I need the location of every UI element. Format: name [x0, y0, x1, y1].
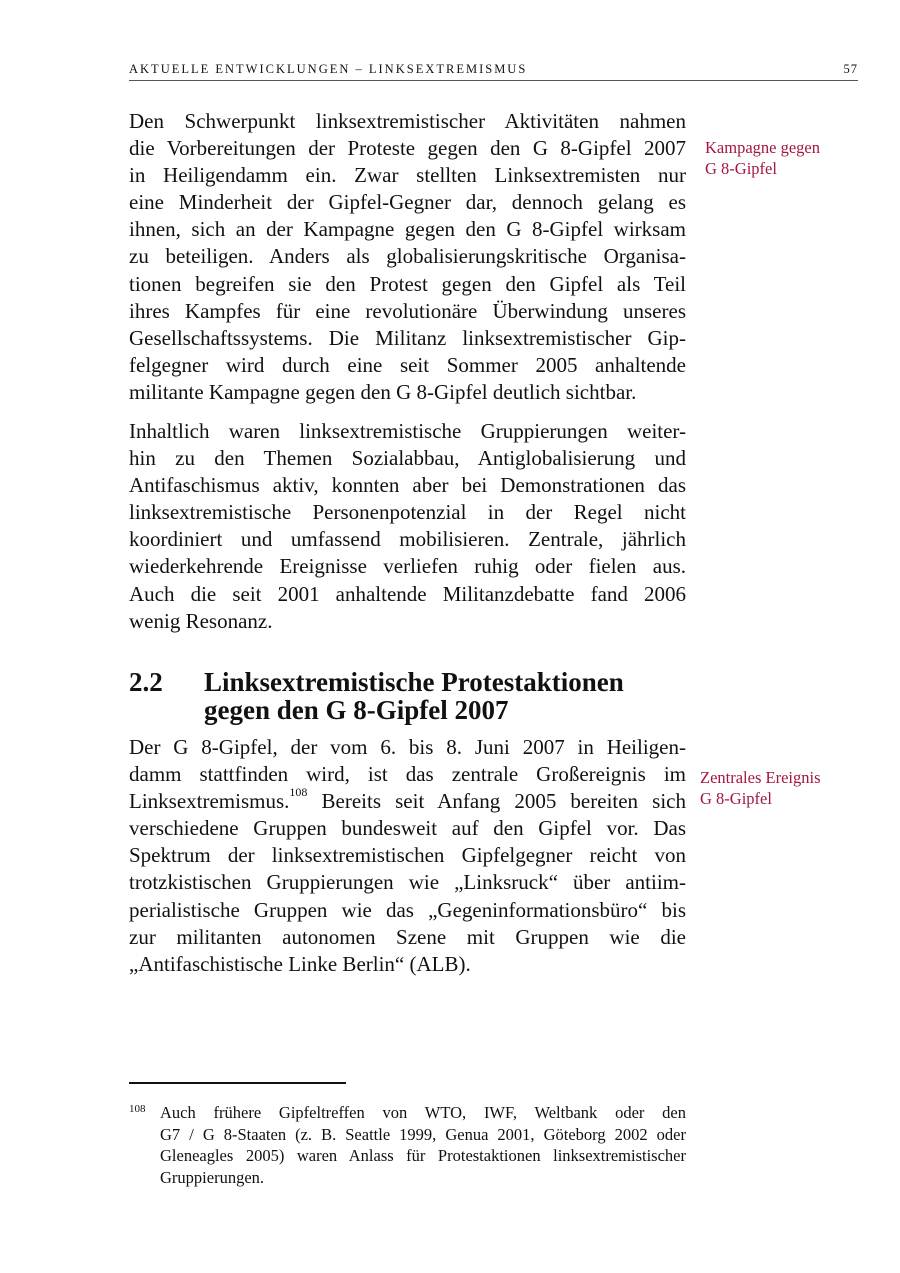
margin-note-line: G 8-Gipfel: [705, 159, 777, 178]
running-header: [129, 62, 858, 81]
paragraph-3: [129, 734, 686, 978]
running-title: AKTUELLE ENTWICKLUNGEN – LINKSEXTREMISMUS: [129, 62, 528, 76]
text: Linksextremismus.: [129, 789, 290, 814]
paragraph-1: [129, 108, 686, 406]
text-line: Gruppierungen.: [160, 1167, 265, 1187]
text-line: trotzkistischen Gruppierungen wie „Linksruck“ über antiim-: [129, 870, 686, 895]
text-line: damm stattfinden wird, ist das zentrale Großereignis im: [129, 762, 686, 787]
text-line: Gesellschaftssystems. Die Militanz linksextremistischer Gip-: [129, 325, 686, 350]
text-line: Auch die seit 2001 anhaltende Militanzdebatte fand 2006: [129, 581, 686, 606]
margin-note-2: [700, 767, 821, 809]
paragraph-2: [129, 418, 686, 635]
text-line: Spektrum der linksextremistischen Gipfelgegner reicht von: [129, 843, 686, 868]
text-line: Der G 8-Gipfel, der vom 6. bis 8. Juni 2007 in Heiligen-: [129, 735, 686, 759]
text-line: perialistische Gruppen wie das „Gegeninformationsbüro“ bis: [129, 897, 686, 922]
text-line: Gleneagles 2005) waren Anlass für Protestaktionen linksextremistischer: [160, 1146, 686, 1166]
text-line: hin zu den Themen Sozialabbau, Antiglobalisierung und: [129, 446, 686, 471]
text-line: Antifaschismus aktiv, konnten aber bei Demonstrationen das: [129, 473, 686, 498]
text-line: linksextremistische Personenpotenzial in der Regel nicht: [129, 500, 686, 525]
text: Bereits seit Anfang 2005 bereiten sich: [307, 789, 686, 814]
section-title: [204, 668, 624, 724]
section-title-line: gegen den G 8-Gipfel 2007: [204, 695, 509, 725]
section-number: 2.2: [129, 667, 163, 697]
text-line: G7 / G 8-Staaten (z. B. Seattle 1999, Genua 2001, Göteborg 2002 oder: [160, 1124, 686, 1144]
text-line: Den Schwerpunkt linksextremistischer Aktivitäten nahmen: [129, 109, 686, 133]
margin-note-line: Zentrales Ereignis: [700, 768, 821, 787]
margin-note-line: Kampagne gegen: [705, 138, 820, 157]
section-title-line: Linksextremistische Protestaktionen: [204, 667, 624, 697]
text-line: militante Kampagne gegen den G 8-Gipfel deutlich sichtbar.: [129, 379, 637, 404]
footnote-separator: [129, 1082, 346, 1084]
text-line: zur militanten autonomen Szene mit Gruppen wie die: [129, 924, 686, 949]
text-line: eine Minderheit der Gipfel-Gegner dar, dennoch gelang es: [129, 190, 686, 215]
text-line: die Vorbereitungen der Proteste gegen den G 8-Gipfel 2007: [129, 136, 686, 161]
text-line: felgegner wird durch eine seit Sommer 2005 anhaltende: [129, 352, 686, 377]
text-line: wiederkehrende Ereignisse verliefen ruhig oder fielen aus.: [129, 554, 686, 579]
text-line: tionen begreifen sie den Protest gegen den Gipfel als Teil: [129, 271, 686, 296]
text-line: zu beteiligen. Anders als globalisierungskritische Organisa-: [129, 244, 686, 269]
footnote-marker: 108: [129, 1103, 146, 1115]
page-number: 57: [843, 62, 858, 76]
text-line: Auch frühere Gipfeltreffen von WTO, IWF, Weltbank oder den: [160, 1103, 686, 1122]
text-line: [129, 785, 686, 815]
margin-note-1: [705, 137, 820, 179]
text-line: ihnen, sich an der Kampagne gegen den G 8-Gipfel wirksam: [129, 217, 686, 242]
text-line: wenig Resonanz.: [129, 608, 273, 633]
text-line: verschiedene Gruppen bundesweit auf den Gipfel vor. Das: [129, 816, 686, 841]
text-line: „Antifaschistische Linke Berlin“ (ALB).: [129, 951, 471, 976]
footnote-text: [160, 1102, 686, 1188]
footnote-reference[interactable]: 108: [289, 785, 308, 800]
margin-note-line: G 8-Gipfel: [700, 789, 772, 808]
text-line: koordiniert und umfassend mobilisieren. Zentrale, jährlich: [129, 527, 686, 552]
text-line: ihres Kampfes für eine revolutionäre Überwindung unseres: [129, 298, 686, 323]
text-line: Inhaltlich waren linksextremistische Gruppierungen weiter-: [129, 419, 686, 443]
text-line: in Heiligendamm ein. Zwar stellten Linksextremisten nur: [129, 163, 686, 188]
